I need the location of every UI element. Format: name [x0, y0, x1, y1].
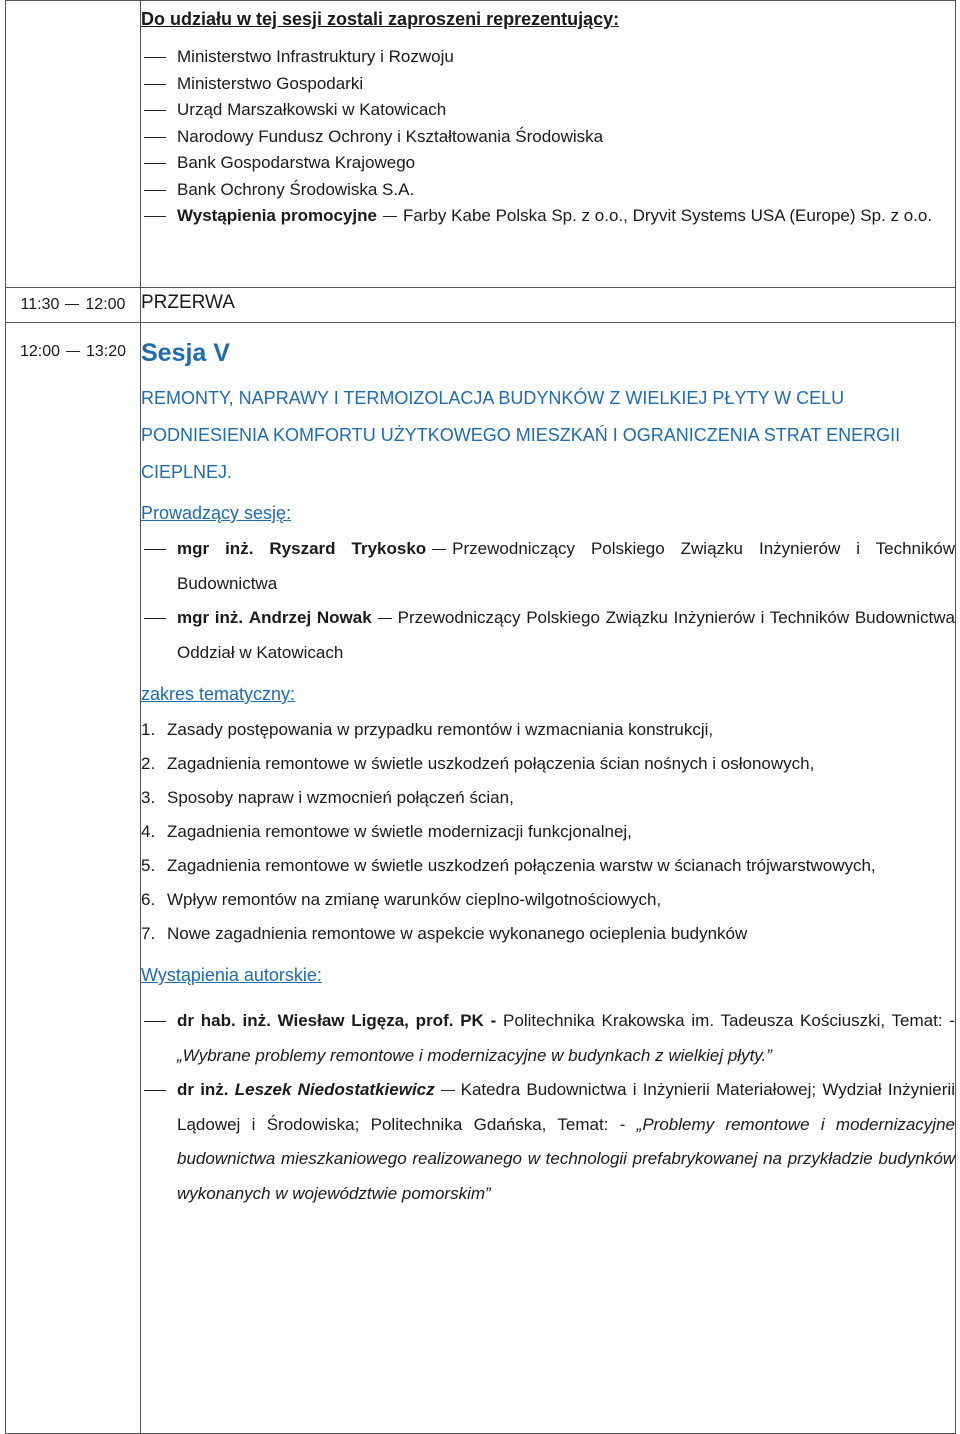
topic-number: 7. [141, 924, 156, 943]
list-item [141, 781, 955, 815]
author-name: dr hab. inż. Wiesław Ligęza, prof. PK - [177, 1011, 497, 1030]
session-time-cell [6, 323, 141, 1434]
author-affiliation: Katedra Budownictwa i Inżynierii Materiałowej; Wydział Inżynierii Lądowej i Środowiska; Politechnika Gdańska, Temat: - [177, 1080, 955, 1134]
session-time [6, 323, 140, 361]
chair-degree: mgr inż. [177, 608, 244, 627]
list-item: Bank Ochrony Środowiska S.A. [141, 177, 955, 204]
topic-number: 2. [141, 754, 156, 773]
chairs-list [141, 532, 955, 670]
list-item [141, 883, 955, 917]
chair-degree: mgr inż. [177, 539, 254, 558]
dash-separator [383, 216, 397, 217]
schedule-table [5, 0, 956, 1434]
authors-heading: Wystąpienia autorskie: [141, 965, 322, 985]
dash-separator [432, 549, 446, 550]
author-degree: dr inż. [177, 1080, 229, 1099]
topics-list [141, 713, 955, 951]
schedule-row-invited [6, 1, 956, 288]
list-item [141, 713, 955, 747]
topic-text: Zagadnienia remontowe w świetle uszkodzeń połączenia warstw w ścianach trójwarstwowych, [167, 856, 876, 875]
list-item [141, 747, 955, 781]
list-item [141, 532, 955, 601]
schedule-row-session [6, 323, 956, 1434]
dash-separator [66, 351, 80, 352]
list-item [141, 849, 955, 883]
topic-number: 4. [141, 822, 156, 841]
time-cell-empty [6, 1, 141, 288]
topic-text: Zagadnienia remontowe w świetle uszkodzeń połączenia ścian nośnych i osłonowych, [167, 754, 815, 773]
invited-heading: Do udziału w tej sesji zostali zaproszeni reprezentujący: [141, 9, 620, 29]
promo-item [141, 203, 955, 230]
list-item [141, 1004, 955, 1073]
break-time-cell [6, 288, 141, 323]
time-start: 12:00 [19, 343, 60, 360]
dash-separator [441, 1090, 455, 1091]
invited-cell [141, 1, 956, 288]
chair-role: Przewodniczący Polskiego Związku Inżynierów i Techników Budownictwa [177, 539, 956, 593]
list-item: Ministerstwo Gospodarki [141, 71, 955, 98]
promo-label: Wystąpienia promocyjne [177, 206, 377, 225]
list-item [141, 917, 955, 951]
session-title: Sesja V [141, 339, 230, 367]
topic-text: Wpływ remontów na zmianę warunków cieplno-wilgotnościowych, [167, 890, 662, 909]
author-topic: „Wybrane problemy remontowe i modernizacyjne w budynkach z wielkiej płyty.” [177, 1045, 772, 1065]
topic-number: 3. [141, 788, 156, 807]
topic-text: Zasady postępowania w przypadku remontów i wzmacniania konstrukcji, [167, 720, 714, 739]
topic-text: Zagadnienia remontowe w świetle modernizacji funkcjonalnej, [167, 822, 632, 841]
list-item: Ministerstwo Infrastruktury i Rozwoju [141, 44, 955, 71]
authors-list [141, 1004, 955, 1211]
author-topic: „Problemy remontowe i modernizacyjne budownictwa mieszkaniowego realizowanego w technologii prefabrykowanej na przykładzie budynków wykonanych w województwie pomorskim” [177, 1114, 955, 1203]
break-label: PRZERWA [141, 292, 235, 313]
topic-text: Nowe zagadnienia remontowe w aspekcie wykonanego ocieplenia budynków [167, 924, 748, 943]
author-affiliation: Politechnika Krakowska im. Tadeusza Kościuszki, Temat: - [503, 1011, 955, 1030]
list-item [141, 1073, 955, 1211]
chairs-heading: Prowadzący sesję: [141, 503, 292, 523]
time-end: 12:00 [85, 296, 126, 313]
list-item [141, 601, 955, 670]
scope-heading: zakres tematyczny: [141, 684, 296, 704]
list-item [141, 815, 955, 849]
break-cell [141, 288, 956, 323]
author-name: Leszek Niedostatkiewicz [234, 1080, 435, 1099]
chair-name: Ryszard Trykosko [269, 539, 427, 558]
list-item: Narodowy Fundusz Ochrony i Kształtowania Środowiska [141, 124, 955, 151]
dash-separator [65, 304, 79, 305]
chair-name: Andrzej Nowak [248, 608, 372, 627]
topic-number: 5. [141, 856, 156, 875]
list-item: Bank Gospodarstwa Krajowego [141, 150, 955, 177]
break-time [6, 288, 140, 314]
topic-number: 6. [141, 890, 156, 909]
time-end: 13:20 [86, 343, 127, 360]
schedule-row-break [6, 288, 956, 323]
list-item: Urząd Marszałkowski w Katowicach [141, 97, 955, 124]
session-subtitle: REMONTY, NAPRAWY I TERMOIZOLACJA BUDYNKÓW Z WIELKIEJ PŁYTY W CELU PODNIESIENIA KOMFORTU UŻYTKOWEGO MIESZKAŃ I OGRANICZENIA STRAT ENERGII CIEPLNEJ. [141, 388, 901, 482]
session-cell [141, 323, 956, 1434]
topic-number: 1. [141, 720, 156, 739]
promo-text: Farby Kabe Polska Sp. z o.o., Dryvit Systems USA (Europe) Sp. z o.o. [402, 206, 933, 225]
dash-separator [378, 618, 392, 619]
time-start: 11:30 [20, 296, 60, 313]
chair-role: Przewodniczący Polskiego Związku Inżynierów i Techników Budownictwa Oddział w Katowicach [177, 608, 955, 662]
topic-text: Sposoby napraw i wzmocnień połączeń ścian, [167, 788, 514, 807]
institution-list [141, 44, 955, 230]
